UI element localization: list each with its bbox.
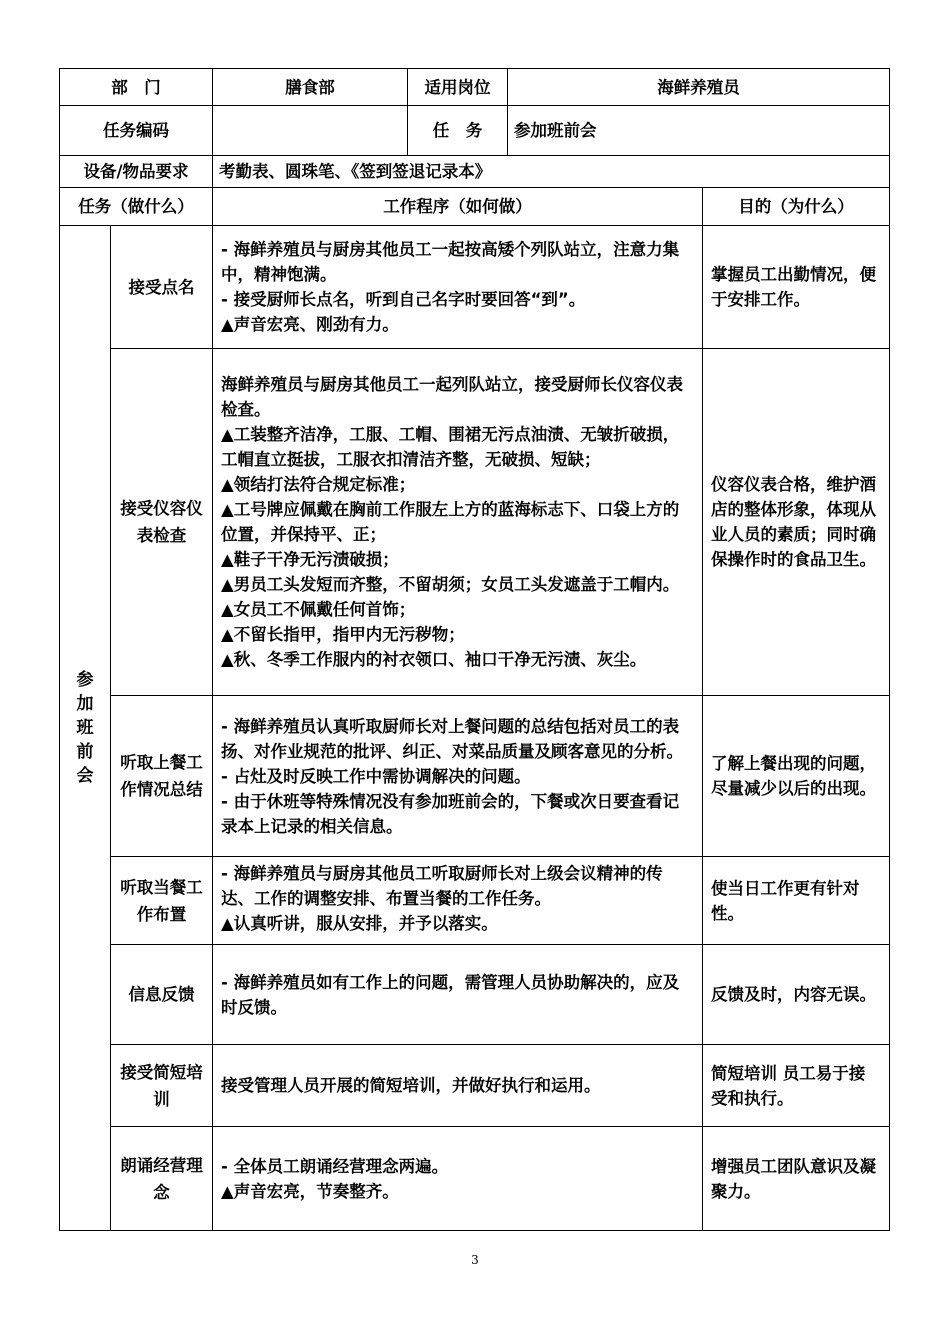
procedure-line: - 海鲜养殖员认真听取厨师长对上餐问题的总结包括对员工的表扬、对作业规范的批评、纠正、对菜品质量及顾客意见的分析。 xyxy=(221,716,683,761)
step-name: 朗诵经营理念 xyxy=(111,1127,213,1231)
procedure-line: - 海鲜养殖员与厨房其他员工听取厨师长对上级会议精神的传达、工作的调整安排、布置当餐的工作任务。 xyxy=(221,864,663,908)
step-purpose: 了解上餐出现的问题，尽量减少以后的出现。 xyxy=(703,696,890,857)
procedure-line: ▲男员工头发短而齐整，不留胡须；女员工头发遮盖于工帽内。 xyxy=(221,575,680,594)
step-procedure xyxy=(213,696,703,857)
procedure-line: 海鲜养殖员与厨房其他员工一起列队站立，接受厨师长仪容仪表检查。 xyxy=(221,375,683,419)
equipment-label: 设备/物品要求 xyxy=(60,156,213,188)
step-row xyxy=(60,1127,890,1231)
step-procedure xyxy=(213,1045,703,1127)
procedure-line: ▲工号牌应佩戴在胸前工作服左上方的蓝海标志下、口袋上方的位置，并保持平、正； xyxy=(221,500,680,544)
step-procedure xyxy=(213,945,703,1045)
sop-form xyxy=(59,68,889,1231)
task-value: 参加班前会 xyxy=(508,106,890,156)
procedure-line: - 海鲜养殖员与厨房其他员工一起按高矮个列队站立，注意力集中，精神饱满。 xyxy=(221,240,680,284)
page-number: 3 xyxy=(471,1253,479,1267)
procedure-line: ▲认真听讲，服从安排，并予以落实。 xyxy=(221,914,498,933)
col-purpose-header: 目的（为什么） xyxy=(703,188,890,226)
procedure-line: ▲女员工不佩戴任何首饰； xyxy=(221,600,416,619)
task-code-label: 任务编码 xyxy=(60,106,213,156)
procedure-line: ▲鞋子干净无污渍破损； xyxy=(221,550,399,569)
procedure-line: - 海鲜养殖员如有工作上的问题，需管理人员协助解决的，应及时反馈。 xyxy=(221,972,680,1017)
step-purpose: 增强员工团队意识及凝聚力。 xyxy=(703,1127,890,1231)
procedure-line: ▲工装整齐洁净，工服、工帽、围裙无污点油渍、无皱折破损，工帽直立挺拔，工服衣扣清洁齐整，无破损、短缺； xyxy=(221,425,680,469)
procedure-line: - 全体员工朗诵经营理念两遍。 xyxy=(221,1156,449,1176)
procedure-line: 接受管理人员开展的简短培训，并做好执行和运用。 xyxy=(221,1076,601,1095)
col-task-header: 任务（做什么） xyxy=(60,188,213,226)
procedure-line: - 由于休班等特殊情况没有参加班前会的，下餐或次日要查看记录本上记录的相关信息。 xyxy=(221,791,680,836)
step-purpose: 掌握员工出勤情况，便于安排工作。 xyxy=(703,226,890,349)
procedure-line: - 接受厨师长点名，听到自己名字时要回答“到”。 xyxy=(221,290,586,309)
step-purpose: 简短培训 员工易于接受和执行。 xyxy=(703,1045,890,1127)
procedure-line: ▲声音宏亮、刚劲有力。 xyxy=(221,315,399,334)
main-task-cell xyxy=(60,226,111,1231)
sop-table xyxy=(59,68,890,1231)
task-code-value xyxy=(213,106,408,156)
task-label: 任 务 xyxy=(408,106,508,156)
step-name: 听取当餐工作布置 xyxy=(111,857,213,945)
step-procedure xyxy=(213,226,703,349)
post-label: 适用岗位 xyxy=(408,69,508,106)
step-row xyxy=(60,1045,890,1127)
procedure-line: ▲领结打法符合规定标准； xyxy=(221,475,416,494)
step-purpose: 仪容仪表合格，维护酒店的整体形象，体现从业人员的素质；同时确保操作时的食品卫生。 xyxy=(703,349,890,696)
post-value: 海鲜养殖员 xyxy=(508,69,890,106)
step-name: 接受点名 xyxy=(111,226,213,349)
procedure-line: ▲秋、冬季工作服内的衬衣领口、袖口干净无污渍、灰尘。 xyxy=(221,650,647,669)
header-row-dept xyxy=(60,69,890,106)
dept-value: 膳食部 xyxy=(213,69,408,106)
main-task-label: 参 加 班 前 会 xyxy=(76,670,94,786)
step-name: 接受简短培训 xyxy=(111,1045,213,1127)
step-procedure xyxy=(213,1127,703,1231)
step-name: 接受仪容仪表检查 xyxy=(111,349,213,696)
col-procedure-header: 工作程序（如何做） xyxy=(213,188,703,226)
column-header-row xyxy=(60,188,890,226)
step-name: 听取上餐工作情况总结 xyxy=(111,696,213,857)
header-row-task xyxy=(60,106,890,156)
step-procedure xyxy=(213,857,703,945)
equipment-value: 考勤表、圆珠笔、《签到签退记录本》 xyxy=(213,156,890,188)
equipment-row xyxy=(60,156,890,188)
procedure-line: ▲声音宏亮，节奏整齐。 xyxy=(221,1181,399,1201)
step-name: 信息反馈 xyxy=(111,945,213,1045)
step-row xyxy=(60,857,890,945)
step-procedure xyxy=(213,349,703,696)
dept-label: 部 门 xyxy=(60,69,213,106)
step-purpose: 反馈及时，内容无误。 xyxy=(703,945,890,1045)
step-row xyxy=(60,696,890,857)
step-row xyxy=(60,945,890,1045)
procedure-line: ▲不留长指甲，指甲内无污秽物； xyxy=(221,625,465,644)
step-purpose: 使当日工作更有针对性。 xyxy=(703,857,890,945)
step-row xyxy=(60,226,890,349)
procedure-line: - 占灶及时反映工作中需协调解决的问题。 xyxy=(221,766,531,786)
step-row xyxy=(60,349,890,696)
